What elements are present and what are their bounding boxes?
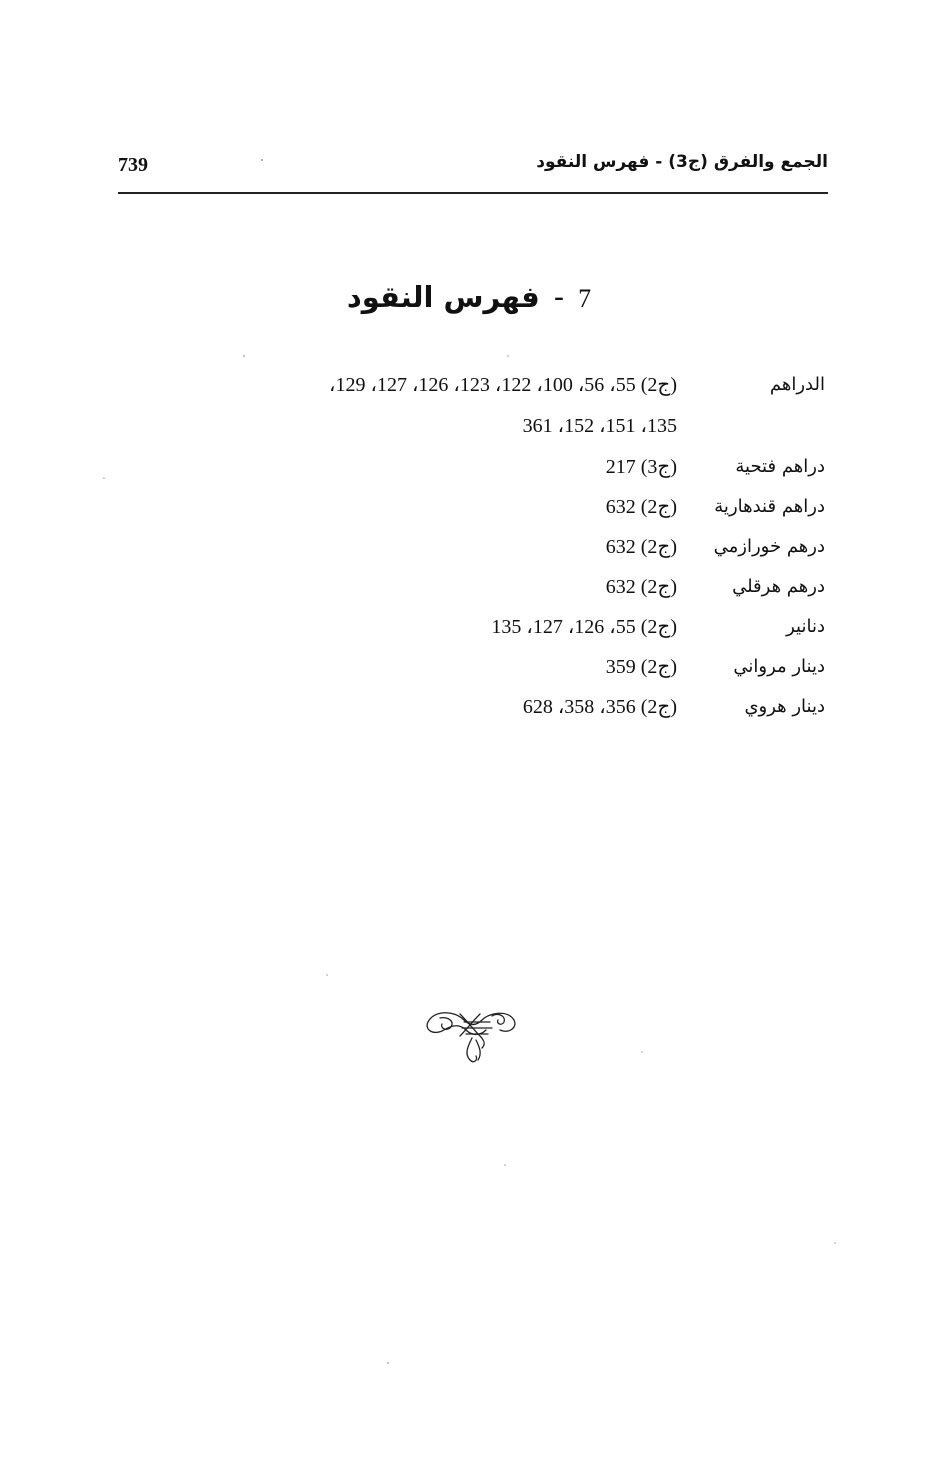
index-entry bbox=[115, 486, 825, 526]
running-head bbox=[118, 150, 828, 194]
entry-term: دراهم فتحية bbox=[735, 455, 825, 477]
index-entry bbox=[115, 526, 825, 566]
entry-term: درهم خورازمي bbox=[713, 535, 825, 557]
entry-refs: (ج2) 632 bbox=[605, 495, 677, 518]
index-entry bbox=[115, 364, 825, 404]
entry-refs: 135، 151، 152، 361 bbox=[522, 414, 677, 437]
book-title: الجمع والفرق (ج3) - فهرس النقود bbox=[536, 152, 828, 172]
entry-refs: (ج2) 359 bbox=[605, 655, 677, 678]
index-entries bbox=[115, 364, 825, 726]
index-heading-number: 7 bbox=[578, 284, 592, 313]
floral-flourish-icon bbox=[420, 1000, 520, 1068]
index-heading-title: فهرس النقود bbox=[346, 280, 540, 314]
index-entry bbox=[115, 686, 825, 726]
entry-term: الدراهم bbox=[769, 373, 825, 395]
entry-term: دنانير bbox=[786, 615, 825, 637]
entry-refs: (ج2) 632 bbox=[605, 535, 677, 558]
entry-refs: (ج2) 356، 358، 628 bbox=[522, 695, 677, 718]
entry-term: دراهم قندهارية bbox=[714, 495, 825, 517]
entry-refs: (ج2) 55، 56، 100، 122، 123، 126، 127، 129، bbox=[329, 373, 677, 396]
entry-refs: (ج2) 55، 126، 127، 135 bbox=[491, 615, 677, 638]
index-heading bbox=[0, 280, 938, 314]
entry-refs: (ج2) 632 bbox=[605, 575, 677, 598]
page-number: 739 bbox=[118, 154, 148, 176]
index-entry-continuation bbox=[115, 404, 825, 446]
index-heading-dash: - bbox=[553, 280, 565, 314]
entry-refs: (ج3) 217 bbox=[605, 455, 677, 478]
index-entry bbox=[115, 606, 825, 646]
index-entry bbox=[115, 566, 825, 606]
entry-term: درهم هرقلي bbox=[732, 575, 825, 597]
entry-term: دينار مرواني bbox=[733, 655, 825, 677]
index-entry bbox=[115, 446, 825, 486]
entry-term: دينار هروي bbox=[744, 695, 825, 717]
index-entry bbox=[115, 646, 825, 686]
